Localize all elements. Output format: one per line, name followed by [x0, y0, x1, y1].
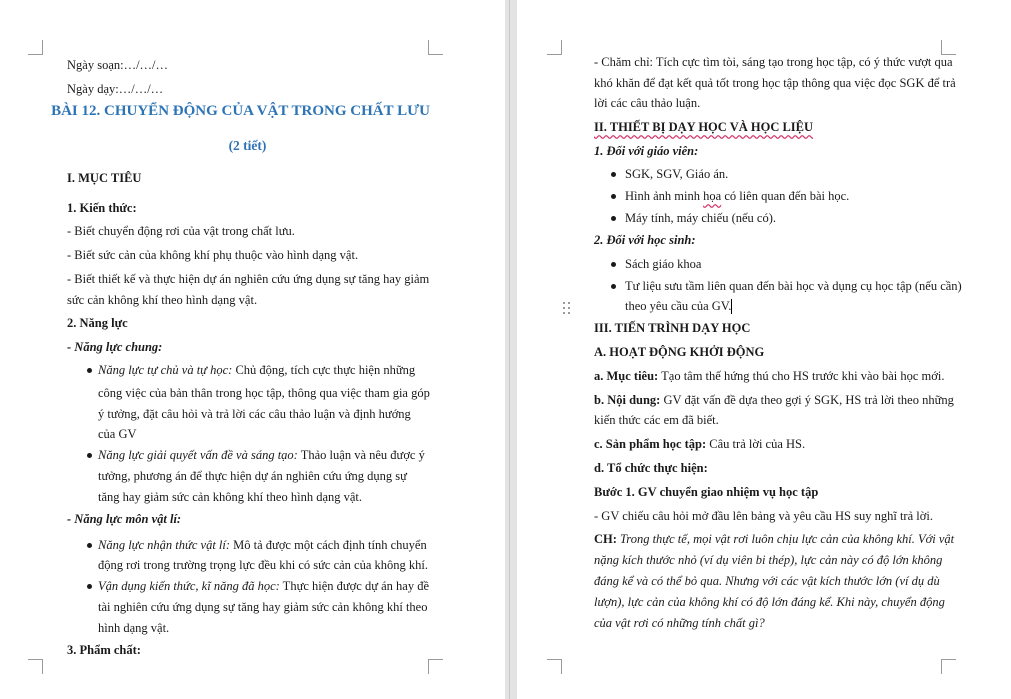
document-page-right[interactable]: [517, 0, 1011, 699]
page-gap-divider: [509, 0, 510, 699]
margin-corner-marker: [941, 659, 956, 674]
section-heading-warmup: A. HOẠT ĐỘNG KHỞI ĐỘNG: [594, 345, 765, 359]
bullet: [87, 368, 92, 373]
body-line: [594, 434, 805, 455]
bullet: [611, 284, 616, 289]
body-line: sức cản không khí theo hình dạng vật.: [67, 293, 258, 307]
field-label: c. Sản phẩm học tập:: [594, 437, 707, 451]
page-gap: [505, 0, 517, 699]
body-line: - Chăm chỉ: Tích cực tìm tòi, sáng tạo trong học tập, có ý thức vượt qua: [594, 55, 953, 69]
question-line: lượn), lực cản của không khí có độ lớn đáng kể. Khi này, chuyển động: [594, 595, 945, 609]
field-label: b. Nội dung:: [594, 393, 661, 407]
body-line: tưởng, phương án để thực hiện dự án nghiên cứu ứng dụng sự: [98, 469, 407, 483]
body-line: khó khăn để đạt kết quả tốt trong học tập thông qua việc đọc SGK để trả: [594, 76, 956, 90]
question-line: đáng kể và có thể bỏ qua. Nhưng với các vật kích thước lớn (ví dụ dù: [594, 574, 940, 588]
body-line: - Biết thiết kế và thực hiện dự án nghiên cứu ứng dụng sự tăng hay giảm: [67, 272, 430, 286]
body-line: tài nghiên cứu ứng dụng sự tăng hay giảm sức cản không khí theo: [98, 600, 428, 614]
list-item: SGK, SGV, Giáo án.: [625, 167, 729, 181]
list-item: Tư liệu sưu tầm liên quan đến bài học và dụng cụ học tập (nếu cần): [625, 279, 962, 293]
field-text: GV đặt vấn đề dựa theo gợi ý SGK, HS trả lời theo những: [660, 393, 954, 407]
question-line: của vật rơi có những tính chất gì?: [594, 616, 765, 630]
body-line: - Biết chuyển động rơi của vật trong chất lưu.: [67, 224, 295, 238]
bullet: [87, 584, 92, 589]
document-page-left[interactable]: [0, 0, 505, 699]
body-line: ý tưởng, đặt câu hỏi và trả lời các câu thảo luận và định hướng: [98, 407, 411, 421]
bullet: [87, 453, 92, 458]
list-item-text: Mô tả được một cách định tính chuyển: [230, 538, 427, 552]
section-heading-equipment: [594, 117, 813, 138]
section-heading-text: II. THIẾT BỊ DẠY HỌC VÀ HỌC LIỆU: [594, 120, 814, 134]
list-item-text: có liên quan đến bài học.: [721, 189, 850, 203]
list-item-label: Năng lực giải quyết vấn đề và sáng tạo:: [98, 448, 298, 462]
list-item: [98, 445, 425, 466]
list-item-label: Năng lực tự chủ và tự học:: [98, 363, 233, 377]
list-item-text: Chủ động, tích cực thực hiện những: [232, 363, 416, 377]
body-line: kiến thức các em đã biết.: [594, 413, 719, 427]
body-line: - Biết sức cản của không khí phụ thuộc vào hình dạng vật.: [67, 248, 359, 262]
question-line: nặng kích thước nhỏ (ví dụ viên bi thép), lực cản này có độ lớn không: [594, 553, 943, 567]
list-item-label: Năng lực nhận thức vật lí:: [98, 538, 231, 552]
field-text: Câu trả lời của HS.: [706, 437, 806, 451]
lesson-subtitle: (2 tiết): [228, 138, 267, 153]
list-item-text: Thực hiện được dự án hay đề: [279, 579, 430, 593]
bullet: [611, 262, 616, 267]
list-item: [625, 186, 849, 207]
lesson-title: BÀI 12. CHUYỂN ĐỘNG CỦA VẬT TRONG CHẤT LƯU: [51, 103, 430, 119]
body-line: của GV: [98, 427, 137, 441]
paragraph-drag-handle-icon[interactable]: [563, 302, 571, 316]
subheading-general-competence: - Năng lực chung:: [67, 340, 163, 354]
margin-corner-marker: [547, 659, 562, 674]
subheading-for-student: 2. Đối với học sinh:: [594, 233, 696, 247]
section-heading-procedure: III. TIẾN TRÌNH DẠY HỌC: [594, 321, 751, 335]
bullet: [87, 543, 92, 548]
date-prepared: Ngày soạn:…/…/…: [67, 58, 169, 72]
list-item-text: Thảo luận và nêu được ý: [297, 448, 425, 462]
body-line: [594, 366, 944, 387]
body-line: lời các câu thảo luận.: [594, 96, 701, 110]
bullet: [611, 216, 616, 221]
question-label: CH:: [594, 532, 617, 546]
bullet: [611, 194, 616, 199]
body-line: [594, 390, 954, 411]
list-item: [98, 576, 429, 597]
text-cursor: [731, 299, 732, 314]
margin-corner-marker: [428, 659, 443, 674]
subheading-competence: 2. Năng lực: [67, 316, 128, 330]
margin-corner-marker: [547, 40, 562, 55]
body-line: theo yêu cầu của GV.: [625, 299, 732, 313]
list-item-label: Vận dụng kiến thức, kĩ năng đã học:: [98, 579, 280, 593]
field-label: a. Mục tiêu:: [594, 369, 659, 383]
list-item: Sách giáo khoa: [625, 257, 702, 271]
margin-corner-marker: [28, 40, 43, 55]
list-item: Máy tính, máy chiếu (nếu có).: [625, 211, 776, 225]
bullet: [611, 172, 616, 177]
spelling-flagged-word[interactable]: họa: [703, 189, 722, 203]
question-text: Trong thực tế, mọi vật rơi luôn chịu lực cản của không khí. Với vật: [616, 532, 955, 546]
body-line: động rơi trong trường trọng lực đều khi có sức cản của không khí.: [98, 558, 429, 572]
question-line: [594, 529, 954, 550]
list-item-text: Hình ảnh minh: [625, 189, 704, 203]
subheading-knowledge: 1. Kiến thức:: [67, 201, 137, 215]
subheading-physics-competence: - Năng lực môn vật lí:: [67, 512, 182, 526]
field-label: d. Tổ chức thực hiện:: [594, 461, 708, 475]
body-line: hình dạng vật.: [98, 621, 170, 635]
step-heading: Bước 1. GV chuyển giao nhiệm vụ học tập: [594, 485, 819, 499]
subheading-for-teacher: 1. Đối với giáo viên:: [594, 144, 699, 158]
subheading-qualities: 3. Phẩm chất:: [67, 643, 141, 657]
date-taught: Ngày dạy:…/…/…: [67, 82, 164, 96]
list-item: [98, 535, 427, 556]
body-line: - GV chiếu câu hỏi mở đầu lên bảng và yêu cầu HS suy nghĩ trả lời.: [594, 509, 933, 523]
body-line: tăng hay giảm sức cản không khí theo hình dạng vật.: [98, 490, 363, 504]
margin-corner-marker: [428, 40, 443, 55]
section-heading-objectives: I. MỤC TIÊU: [67, 171, 142, 185]
list-item: [98, 360, 415, 381]
body-line: công việc của bản thân trong học tập, thông qua việc tham gia góp: [98, 386, 430, 400]
field-text: Tạo tâm thế hứng thú cho HS trước khi vào bài học mới.: [658, 369, 945, 383]
margin-corner-marker: [28, 659, 43, 674]
